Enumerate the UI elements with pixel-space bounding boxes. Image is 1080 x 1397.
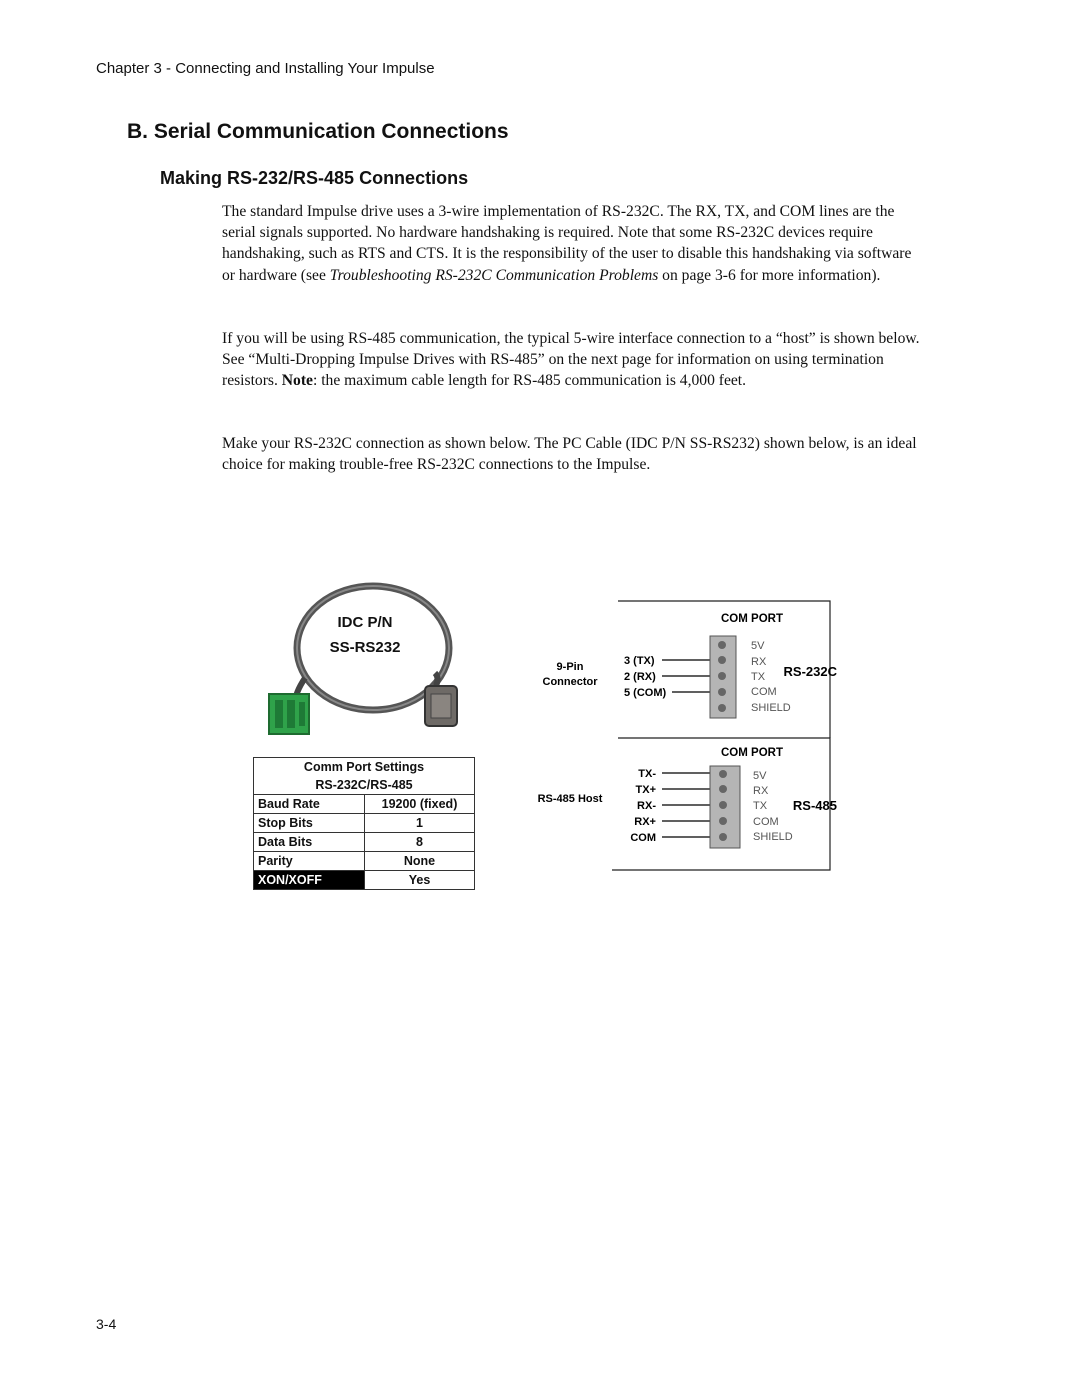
wire-label: TX- [638,768,656,780]
setting-label: XON/XOFF [254,871,365,890]
wire-label: RX- [637,800,656,812]
wire-label: RX+ [634,816,656,828]
interface-label: RS-485 [792,798,837,813]
paragraph-rs485-overview [222,328,920,392]
table-subtitle: RS-232C/RS-485 [254,776,475,795]
terminal-label: TX [751,671,766,683]
source-label: RS-485 Host [537,793,603,805]
interface-label: RS-232C [783,664,837,679]
table-title-row [254,758,475,777]
setting-value: 8 [365,833,475,852]
terminal-label: 5V [751,640,765,652]
setting-label: Parity [254,852,365,871]
setting-label: Stop Bits [254,814,365,833]
page-number: 3-4 [96,1316,117,1332]
troubleshooting-reference: Troubleshooting RS-232C Communication Problems [329,266,659,284]
note-label: Note [281,372,313,390]
section-title: B. Serial Communication Connections [127,120,509,143]
wire-label: 5 (COM) [624,687,667,699]
table-row [254,871,475,890]
setting-label: Data Bits [254,833,365,852]
terminal-label: COM [751,686,777,698]
table-row [254,795,475,814]
comm-port-settings-table [253,757,475,890]
paragraph-text: : the maximum cable length for RS-485 communication is 4,000 feet. [312,372,747,390]
terminal-label: TX [753,800,768,812]
paragraph-text: on page 3-6 for more information). [658,266,881,284]
paragraph-text: If you will be using RS-485 communication, the typical 5-wire interface connection to a “host” is shown below. See “Multi-Dropping Impulse Drives with RS-485” on the next page for information on using termination resistors. [222,330,920,390]
setting-value: 19200 (fixed) [365,795,475,814]
paragraph-text: The standard Impulse drive uses a 3-wire implementation of RS-232C. The RX, TX, and COM lines are the serial signals supported. No hardware handshaking is required. Note that some RS-232C devices require handshaking, such as RTS and CTS. It is the responsibility of the user to disable this handshaking via software or hardware (see [222,203,912,284]
terminal-label: RX [751,656,767,668]
cable-part-number: SS-RS232 [329,639,401,656]
table-title: Comm Port Settings [254,758,475,777]
terminal-label: COM [753,816,779,828]
wire-label: 2 (RX) [624,671,656,683]
pc-cable-illustration [255,578,485,748]
table-row [254,852,475,871]
paragraph-rs232-overview [222,201,920,286]
setting-label: Baud Rate [254,795,365,814]
table-row [254,833,475,852]
setting-value: None [365,852,475,871]
cable-part-label: IDC P/N [337,614,393,631]
paragraph-connection-instructions: Make your RS-232C connection as shown below. The PC Cable (IDC P/N SS-RS232) shown below, is an ideal choice for making trouble-free RS-232C connections to the Impulse. [222,435,917,474]
subsection-title: Making RS-232/RS-485 Connections [160,168,469,188]
rs232-wiring-diagram [543,601,838,738]
terminal-label: 5V [753,770,767,782]
source-label: 9-Pin [556,661,584,673]
wiring-diagram [530,598,840,878]
setting-value: Yes [365,871,475,890]
wire-label: 3 (TX) [624,655,655,667]
terminal-label: SHIELD [751,702,791,714]
com-port-title: COM PORT [721,613,783,625]
wire-label: COM [630,832,656,844]
rs485-wiring-diagram [538,738,837,870]
source-label: Connector [542,676,598,688]
wire-label: TX+ [635,784,656,796]
terminal-label: SHIELD [753,831,793,843]
running-header: Chapter 3 - Connecting and Installing Your Impulse [96,60,435,77]
table-subtitle-row [254,776,475,795]
table-row [254,814,475,833]
setting-value: 1 [365,814,475,833]
terminal-label: RX [753,785,769,797]
com-port-title: COM PORT [721,747,783,759]
